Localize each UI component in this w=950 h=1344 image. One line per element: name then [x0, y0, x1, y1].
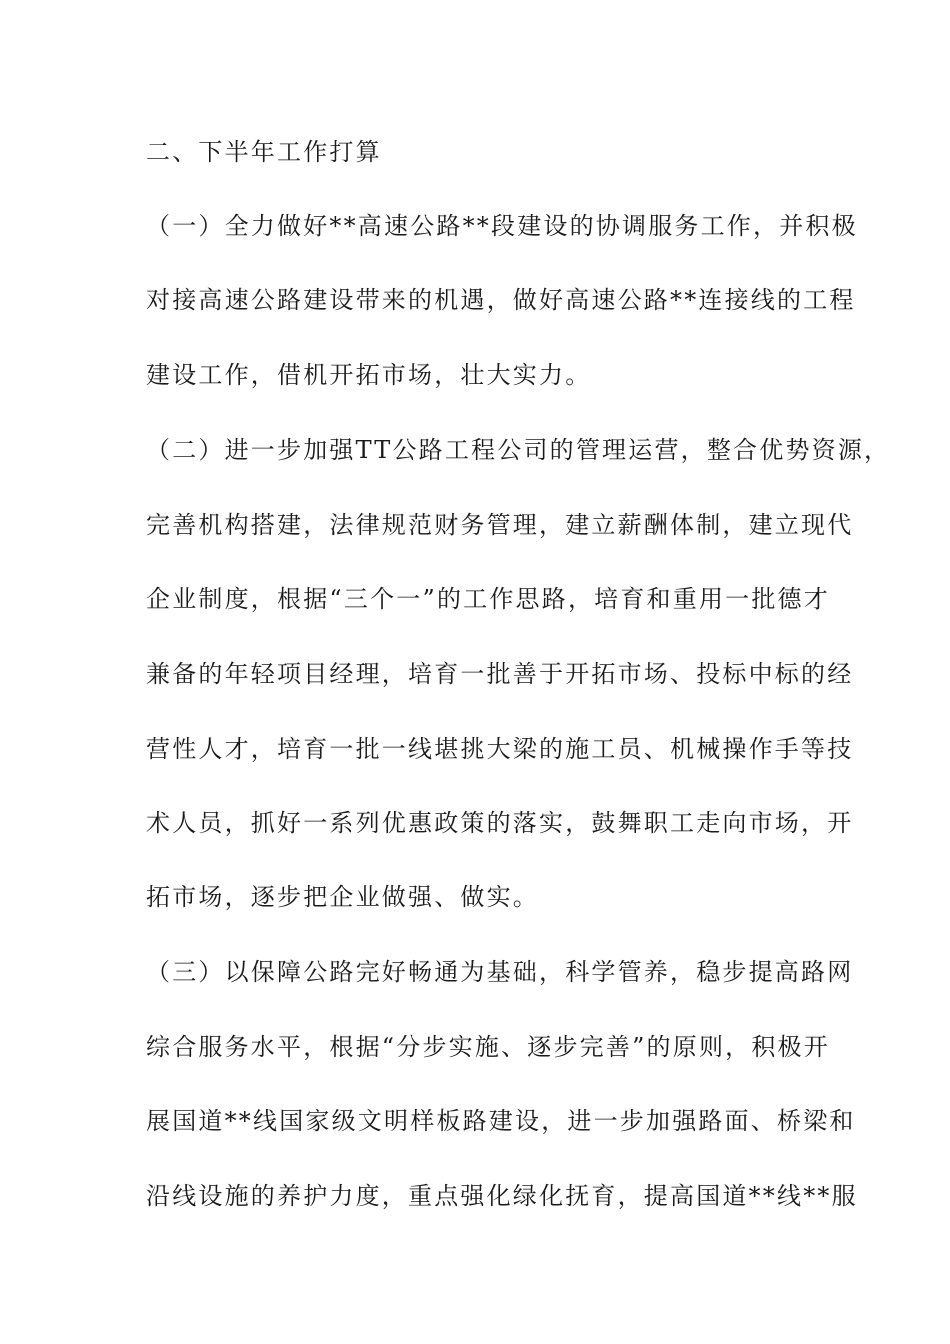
section-heading: 二、下半年工作打算 — [146, 138, 382, 166]
paragraph-line: 完善机构搭建，法律规范财务管理，建立薪酬体制，建立现代 — [146, 511, 854, 539]
paragraph-line: 营性人才，培育一批一线堪挑大梁的施工员、机械操作手等技 — [146, 735, 854, 763]
paragraph-line: 术人员，抓好一系列优惠政策的落实，鼓舞职工走向市场，开 — [146, 809, 854, 837]
paragraph-line: 建设工作，借机开拓市场，壮大实力。 — [146, 361, 592, 389]
paragraph-line: 沿线设施的养护力度，重点强化绿化抚育，提高国道**线**服 — [146, 1182, 858, 1210]
paragraph-line: （一）全力做好**高速公路**段建设的协调服务工作，并积极 — [146, 212, 858, 240]
paragraph-line: 拓市场，逐步把企业做强、做实。 — [146, 883, 539, 911]
paragraph-line: （三）以保障公路完好畅通为基础，科学管养，稳步提高路网 — [146, 958, 854, 986]
paragraph-line: 企业制度，根据“三个一”的工作思路，培育和重用一批德才 — [146, 585, 830, 613]
paragraph-line: 对接高速公路建设带来的机遇，做好高速公路**连接线的工程 — [146, 286, 856, 314]
paragraph-line: 展国道**线国家级文明样板路建设，进一步加强路面、桥梁和 — [146, 1107, 856, 1135]
paragraph-line: （二）进一步加强TT公路工程公司的管理运营，整合优势资源， — [146, 436, 891, 464]
paragraph-line: 兼备的年轻项目经理，培育一批善于开拓市场、投标中标的经 — [146, 660, 854, 688]
paragraph-line: 综合服务水平，根据“分步实施、逐步完善”的原则，积极开 — [146, 1033, 830, 1061]
